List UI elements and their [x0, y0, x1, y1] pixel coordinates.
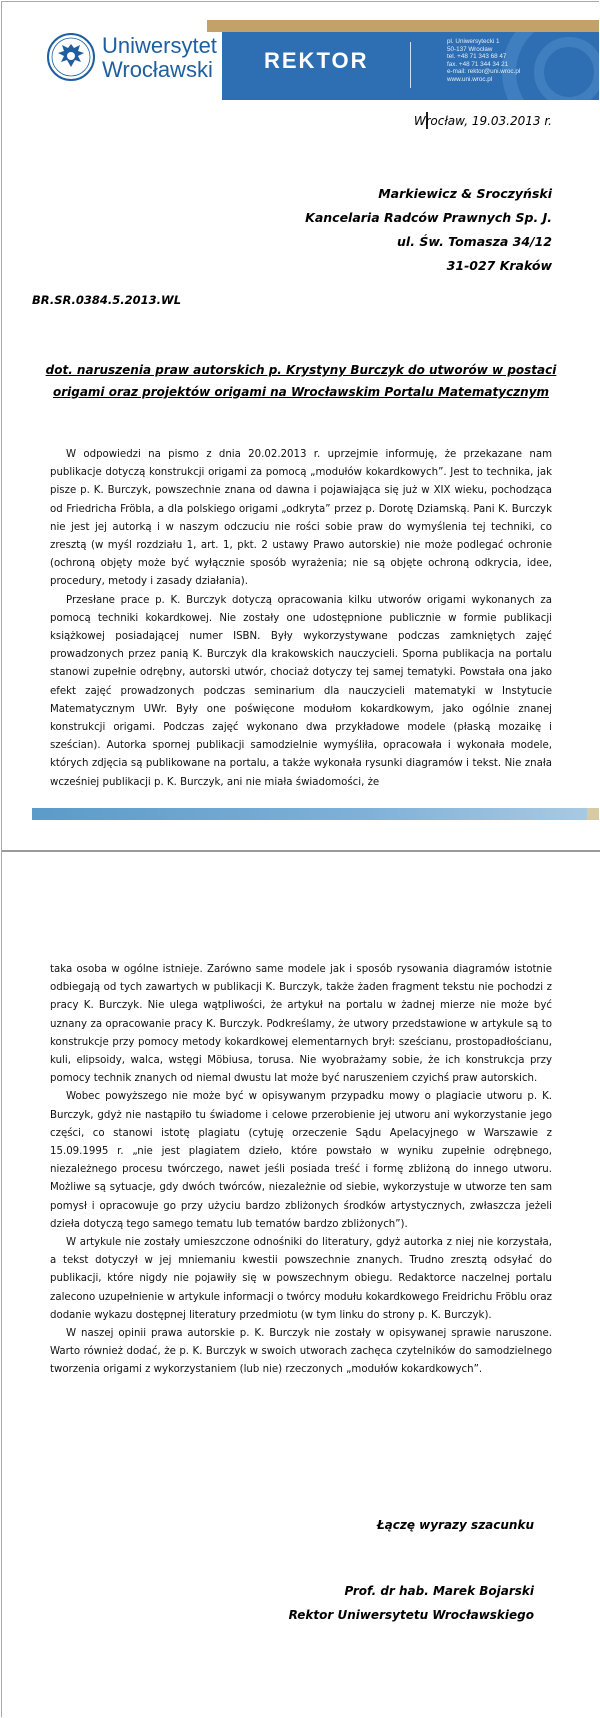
header-divider: [410, 42, 411, 88]
eagle-emblem-icon: [46, 32, 96, 82]
page-1: [2, 2, 600, 852]
letter-body-page-1: [50, 446, 552, 792]
letter-subject: dot. naruszenia praw autorskich p. Krystyny Burczyk do utworów w postaci origami oraz projektów origami na Wrocławskim Portalu Matematycznym: [45, 363, 557, 399]
contact-line: pl. Uniwersytecki 1: [447, 38, 500, 45]
recipient-line: Kancelaria Radców Prawnych Sp. J.: [305, 210, 552, 225]
signatory-title: Rektor Uniwersytetu Wrocławskiego: [288, 1608, 534, 1622]
body-paragraph: W naszej opinii prawa autorskie p. K. Burczyk nie zostały w opisywanej sprawie naruszone. Warto również dodać, że p. K. Burczyk w swoich utworach zachęca czytelników do samodzielnego tworzenia origami z wykorzystaniem (lub nie) rzeczonych „modułów kokardkowych”.: [50, 1328, 552, 1376]
body-paragraph: W artykule nie zostały umieszczone odnośniki do literatury, gdyż autorka z niej nie korzystała, a tekst dotyczył w jej mniemaniu kwestii powszechnie znanych. Trudno zresztą odsyłać do publikacji, które nigdy nie pojawiły się w powszechnym obiegu. Redaktorce naczelnej portalu zalecono uzupełnienie w artykule informacji o twórcy modułu kokardkowego Freidrichu Fröblu oraz dodanie wykazu dostępnej literatury przedmiotu (w tym linku do strony p. K. Burczyk).: [50, 1237, 552, 1321]
contact-email: e-mail: rektor@uni.wroc.pl: [447, 68, 521, 76]
letter-body-page-2: [50, 961, 552, 1380]
header-gold-bar: [207, 20, 599, 32]
body-paragraph: taka osoba w ogólne istnieje. Zarówno same modele jak i sposób rysowania diagramów istotnie odbiegają od tych zawartych w publikacji K. Burczyk, także żaden fragment tekstu nie pochodzi z pracy K. Burczyk. Nie ulega wątpliwości, że artykuł na portalu w żadnej mierze nie może być uznany za opracowanie pracy K. Burczyk. Podkreślamy, że utwory przedstawione w artykule są to konstrukcje przy pomocy metody kokardkowej elementarnych brył: sześcianu, prostopadłościanu, kuli, elipsoidy, walca, wstęgi Möbiusa, torusa. Nie wyobrażamy sobie, że ich konstrukcja przy pomocy technik znanych od niemal dwustu lat może być naruszeniem czyichś praw autorskich.: [50, 964, 552, 1085]
signatory-name: Prof. dr hab. Marek Bojarski: [344, 1584, 534, 1598]
closing-phrase: Łączę wyrazy szacunku: [376, 1518, 534, 1532]
letter-date: Wrocław, 19.03.2013 r.: [413, 114, 552, 128]
recipient-line: ul. Św. Tomasza 34/12: [397, 234, 552, 249]
contact-line: 50-137 Wrocław: [447, 45, 493, 53]
university-name-line-2: Wrocławski: [102, 57, 213, 82]
contact-line: fax. +48 71 344 34 21: [447, 60, 509, 68]
body-paragraph: Przesłane prace p. K. Burczyk dotyczą opracowania kilku utworów origami wykonanych za pomocą techniki kokardkowej. Nie zostały one udostępnione publicznie w formie publikacji książkowej posiadającej numer ISBN. Były wykorzystywane podczas zamkniętych zajęć prowadzonych przez panią K. Burczyk dla krakowskich nauczycieli. Sporna publikacja na portalu stanowi zupełnie odrębny, autorski utwór, chociaż dotyczy tej samej tematyki. Powstała ona jako efekt zajęć prowadzonych podczas seminarium dla nauczycieli matematyki w Instytucie Matematycznym UWr. Były one poświęcone modułom kokardkowym, jako ogólnie znanej konstrukcji origami. Podczas zajęć wykonano dwa przykładowe modele (płaską mozaikę i sześcian). Autorka spornej publikacji samodzielnie wymyśliła, opracowała i wykonała modele, których zdjęcia są publikowane na portalu, a także wykonała rysunki diagramów i tekst. Nie znała wcześniej publikacji p. K. Burczyk, ani nie miała świadomości, że: [50, 594, 552, 788]
contact-line: tel. +48 71 343 68 47: [447, 53, 507, 61]
body-paragraph: W odpowiedzi na pismo z dnia 20.02.2013 r. uprzejmie informuję, że przekazane nam publikacje dotyczą konstrukcji origami za pomocą „modułów kokardkowych”. Jest to technika, jak pisze p. K. Burczyk, powszechnie znana od dawna i pojawiająca się już w XIX wieku, pochodząca od Friedricha Fröbla, a dla polskiego origami „odkryta” przez p. Dorotę Dziamską. Pani K. Burczyk nie jest jej autorką i w naszym odczuciu nie rości sobie praw do wymyślenia tej techniki, co zresztą (w myśl rozdziału 1, art. 1, pkt. 2 ustawy Prawo autorskie) nie może podlegać ochronie (ochroną objęty może być wyłącznie sposób wyrażenia; nie są objęte ochroną odkrycia, idee, procedury, metody i zasady działania).: [50, 449, 552, 588]
university-name-line-1: Uniwersytet: [102, 33, 217, 58]
footer-blue-bar: [32, 808, 587, 820]
contact-website: www.uni.wroc.pl: [447, 75, 493, 83]
university-name: [102, 34, 217, 82]
signature-block: [289, 1579, 534, 1627]
university-logo: [46, 32, 217, 92]
contact-info: [447, 38, 520, 84]
rektor-header-banner: [222, 32, 599, 100]
recipient-line: 31-027 Kraków: [446, 258, 552, 273]
recipient-line: Markiewicz & Sroczyński: [378, 186, 552, 201]
office-title: REKTOR: [264, 48, 369, 73]
document-viewer: [1, 1, 599, 1717]
body-paragraph: Wobec powyższego nie może być w opisywanym przypadku mowy o plagiacie utworu p. K. Burczyk, gdyż nie nastąpiło tu świadome i celowe przerobienie jej utworu ani wykorzystanie jego części, co stanowi istotę plagiatu (cytuję orzeczenie Sądu Apelacyjnego w Warszawie z 15.09.1995 r. „nie jest plagiatem dzieło, które powstało w wyniku zupełnie odrębnego, niezależnego procesu twórczego, nawet jeśli posiada treść i formę zbliżoną do innego utworu. Możliwe są sytuacje, gdy dwóch twórców, niezależnie od siebie, wykorzystuje w utworze ten sam pomysł i opracowuje go przy użyciu bardzo zbliżonych środków artystycznych, zwłaszcza jeżeli dzieła dotyczą tego samego tematu lub tematów bardzo zbliżonych”).: [50, 1091, 552, 1230]
reference-number: BR.SR.0384.5.2013.WL: [32, 293, 182, 307]
recipient-address: [305, 182, 552, 278]
footer-gold-block: [587, 808, 599, 820]
